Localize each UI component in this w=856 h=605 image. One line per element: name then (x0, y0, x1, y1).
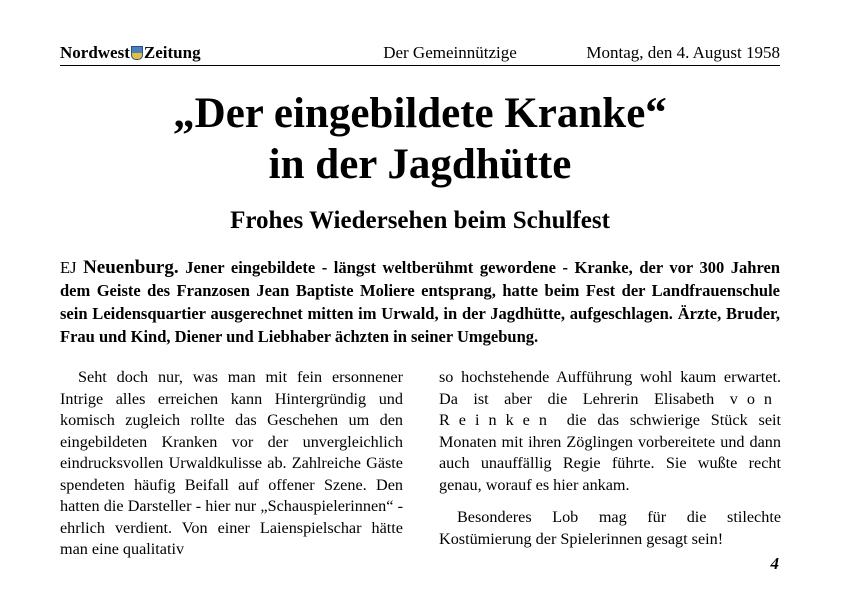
body-paragraph (439, 367, 781, 496)
author-tag: EJ (60, 258, 77, 277)
body-column-right (439, 367, 781, 550)
article-subheadline: Frohes Wiedersehen beim Schulfest (230, 207, 610, 234)
article-lead (60, 256, 780, 348)
article-headline (60, 88, 780, 190)
body-paragraph: Besonderes Lob mag für die stilechte Kostümierung der Spielerinnen gesagt sein! (439, 508, 781, 548)
body-paragraph: Seht doch nur, was man mit fein ersonnener Intrige alles erreichen kann Hintergründig und komisch zugleich rollte das Geschehen um den eingebildeten Kranken vor der unvergleichlich eindrucksvollen Urwaldkulisse ab. Zahlreiche Gäste spendeten häufig Beifall auf offener Szene. Den hatten die Darsteller - hier nur „Schauspielerinnen“ - ehrlich verdient. Von einer Laienspielschar hätte man eine qualitativ (60, 368, 403, 558)
newspaper-name-part1: Nordwest (60, 43, 130, 62)
teacher-name: von Reinken (439, 389, 782, 429)
section-name: Der Gemeinnützige (383, 43, 517, 62)
headline-line-2: in der Jagdhütte (268, 141, 572, 188)
page-number: 4 (770, 554, 779, 573)
issue-date: Montag, den 4. August 1958 (586, 43, 780, 62)
body-column-left (60, 367, 403, 561)
dateline-place: Neuenburg. (83, 257, 179, 278)
body-text: die das schwierige Stück seit Monaten mit ihren Zöglingen vorbereitete und dann auch unauffällig Regie führte. Sie wußte recht genau, worauf es hier ankam. (439, 411, 781, 494)
newspaper-name-part2: Zeitung (143, 43, 201, 62)
masthead (60, 43, 780, 66)
headline-line-1: „Der eingebildete Kranke“ (173, 90, 667, 137)
lead-text: Jener eingebildete - längst weltberühmt gewordene - Kranke, der vor 300 Jahren dem Geiste des Franzosen Jean Baptiste Moliere entsprang, hatte beim Fest der Landfrauenschule sein Leidensquartier ausgerechnet mitten im Urwald, in der Jagdhütte, aufgeschlagen. Ärzte, Bruder, Frau und Kind, Diener und Liebhaber ächzten in seiner Umgebung. (60, 258, 781, 346)
body-text: so hochstehende Aufführung wohl kaum erwartet. Da ist aber die Lehrerin Elisabeth (439, 368, 781, 408)
